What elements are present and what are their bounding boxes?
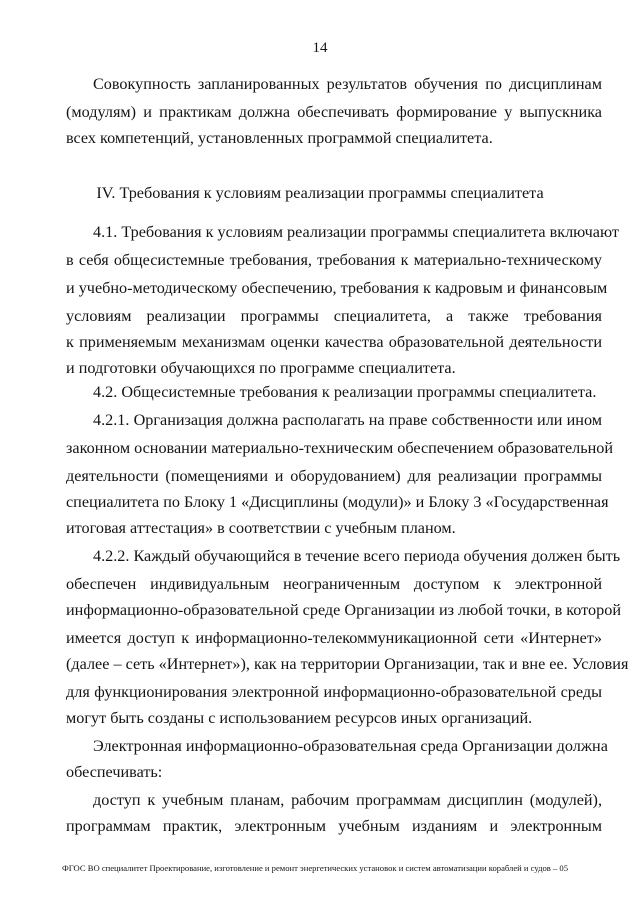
p41-line-3: и учебно-методическому обеспечению, требования к кадровым и финансовым [66, 279, 608, 297]
p421-line-2: законном основании материально-техническим обеспечением образовательной [66, 439, 614, 457]
p421-line-5: итоговая аттестация» в соответствии с учебным планом. [66, 519, 456, 537]
p422-line-2: обеспечен индивидуальным неограниченным доступом к электронной [66, 575, 602, 593]
p41-line-4: условиям реализации программы специалитета, а также требования [66, 307, 602, 325]
env-line-1: Электронная информационно-образовательная среда Организации должна [93, 737, 608, 755]
access-line-1: доступ к учебным планам, рабочим программам дисциплин (модулей), [93, 791, 602, 809]
p422-line-6: для функционирования электронной информационно-образовательной среды [66, 683, 602, 701]
p422-line-7: могут быть созданы с использованием ресурсов иных организаций. [66, 709, 533, 727]
intro-line-2: (модулям) и практикам должна обеспечивать формирование у выпускника [66, 103, 602, 121]
section-heading: IV. Требования к условиям реализации программы специалитета [96, 184, 544, 202]
document-footer: ФГОС ВО специалитет Проектирование, изготовление и ремонт энергетических установок и систем автоматизации кораблей и судов – 05 [62, 863, 569, 873]
intro-line-1: Совокупность запланированных результатов обучения по дисциплинам [93, 75, 602, 93]
page-number: 14 [312, 40, 328, 56]
p422-line-3: информационно-образовательной среде Организации из любой точки, в которой [66, 601, 621, 619]
p422-line-5: (далее – сеть «Интернет»), как на территории Организации, так и вне ее. Условия [66, 655, 629, 673]
access-line-2: программам практик, электронным учебным изданиям и электронным [66, 817, 602, 835]
p41-line-2: в себя общесистемные требования, требования к материально-техническому [66, 251, 602, 269]
p421-line-1: 4.2.1. Организация должна располагать на праве собственности или ином [93, 411, 602, 429]
p41-line-1: 4.1. Требования к условиям реализации программы специалитета включают [93, 223, 619, 241]
p422-line-4: имеется доступ к информационно-телекоммуникационной сети «Интернет» [66, 629, 602, 647]
p422-line-1: 4.2.2. Каждый обучающийся в течение всего периода обучения должен быть [93, 547, 621, 565]
p421-line-3: деятельности (помещениями и оборудованием) для реализации программы [66, 467, 602, 485]
p41-line-5: к применяемым механизмам оценки качества образовательной деятельности [66, 333, 602, 351]
p41-line-6: и подготовки обучающихся по программе специалитета. [66, 359, 456, 377]
env-line-2: обеспечивать: [66, 763, 163, 781]
intro-line-3: всех компетенций, установленных программой специалитета. [66, 129, 493, 147]
p42-line: 4.2. Общесистемные требования к реализации программы специалитета. [93, 383, 597, 401]
p421-line-4: специалитета по Блоку 1 «Дисциплины (модули)» и Блоку 3 «Государственная [66, 493, 609, 511]
